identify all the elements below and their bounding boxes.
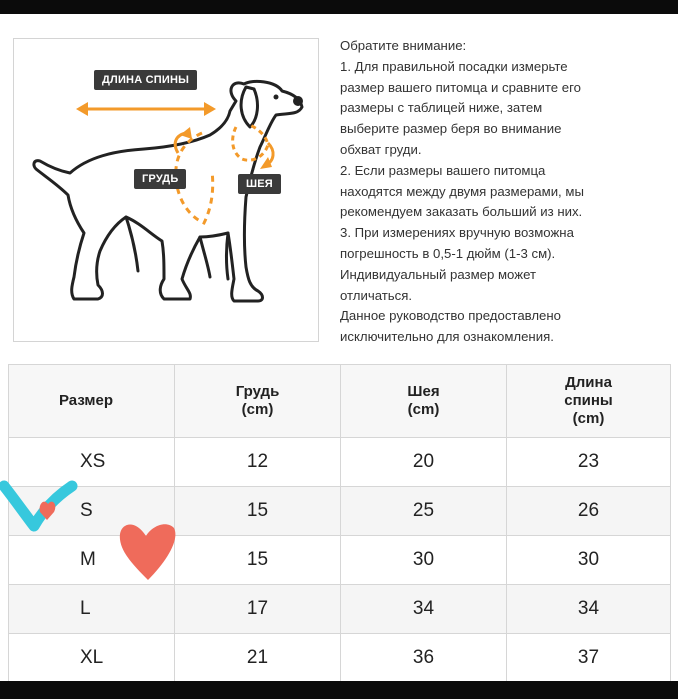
table-row xyxy=(9,536,671,585)
cell-back: 30 xyxy=(507,536,671,585)
neck-measure-arrowhead xyxy=(260,157,272,169)
dog-eye xyxy=(274,95,279,100)
cell-chest: 12 xyxy=(175,438,341,487)
notes-line: Индивидуальный размер может xyxy=(340,266,537,282)
dog-leg-line xyxy=(126,217,138,271)
notes-line: обхват груди. xyxy=(340,141,422,157)
table-row xyxy=(9,438,671,487)
top-edge-bar xyxy=(0,0,678,14)
back-length-arrowhead-right xyxy=(204,102,216,116)
header-size: Размер xyxy=(9,365,175,438)
cell-chest: 15 xyxy=(175,487,341,536)
notes-line: выберите размер беря во внимание xyxy=(340,121,562,137)
dog-leg-line xyxy=(227,233,229,279)
cell-size: M xyxy=(9,536,175,585)
cell-size: XL xyxy=(9,634,175,683)
cell-chest: 21 xyxy=(175,634,341,683)
table-row xyxy=(9,585,671,634)
measurement-notes xyxy=(340,36,670,348)
dog-measurement-illustration xyxy=(13,38,319,342)
cell-chest: 15 xyxy=(175,536,341,585)
header-chest: Грудь (cm) xyxy=(175,365,341,438)
notes-line: Данное руководство предоставлено xyxy=(340,308,561,324)
cell-neck: 25 xyxy=(341,487,507,536)
table-header-row xyxy=(9,365,671,438)
header-neck: Шея (cm) xyxy=(341,365,507,438)
notes-line: 1. Для правильной посадки измерьте xyxy=(340,58,568,74)
cell-chest: 17 xyxy=(175,585,341,634)
notes-line: рекомендуем заказать больший из них. xyxy=(340,204,583,220)
notes-line: исключительно для ознакомления. xyxy=(340,329,554,345)
cell-back: 34 xyxy=(507,585,671,634)
cell-size: S xyxy=(9,487,175,536)
header-back-length: Длина спины (cm) xyxy=(507,365,671,438)
notes-line: погрешность в 0,5-1 дюйм (1-3 см). xyxy=(340,245,556,261)
cell-size: L xyxy=(9,585,175,634)
table-row xyxy=(9,487,671,536)
table-row xyxy=(9,634,671,683)
dog-nose xyxy=(293,96,303,106)
cell-size: XS xyxy=(9,438,175,487)
cell-neck: 36 xyxy=(341,634,507,683)
cell-back: 26 xyxy=(507,487,671,536)
dog-ear xyxy=(241,87,257,127)
cell-back: 37 xyxy=(507,634,671,683)
cell-neck: 30 xyxy=(341,536,507,585)
cell-neck: 34 xyxy=(341,585,507,634)
notes-line: 2. Если размеры вашего питомца xyxy=(340,162,546,178)
notes-line: 3. При измерениях вручную возможна xyxy=(340,225,574,241)
size-chart-table xyxy=(8,364,671,683)
notes-line: отличаться. xyxy=(340,287,413,303)
back-length-label: ДЛИНА СПИНЫ xyxy=(94,70,197,90)
neck-label: ШЕЯ xyxy=(238,174,281,194)
dog-leg-line xyxy=(200,237,210,277)
cell-neck: 20 xyxy=(341,438,507,487)
cell-back: 23 xyxy=(507,438,671,487)
bottom-edge-bar xyxy=(0,681,678,699)
back-length-arrowhead-left xyxy=(76,102,88,116)
notes-line: находятся между двумя размерами, мы xyxy=(340,183,584,199)
notes-line: размер вашего питомца и сравните его xyxy=(340,79,581,95)
chest-label: ГРУДЬ xyxy=(134,169,186,189)
notes-line: размеры с таблицей ниже, затем xyxy=(340,100,543,116)
notes-line: Обратите внимание: xyxy=(340,38,467,53)
